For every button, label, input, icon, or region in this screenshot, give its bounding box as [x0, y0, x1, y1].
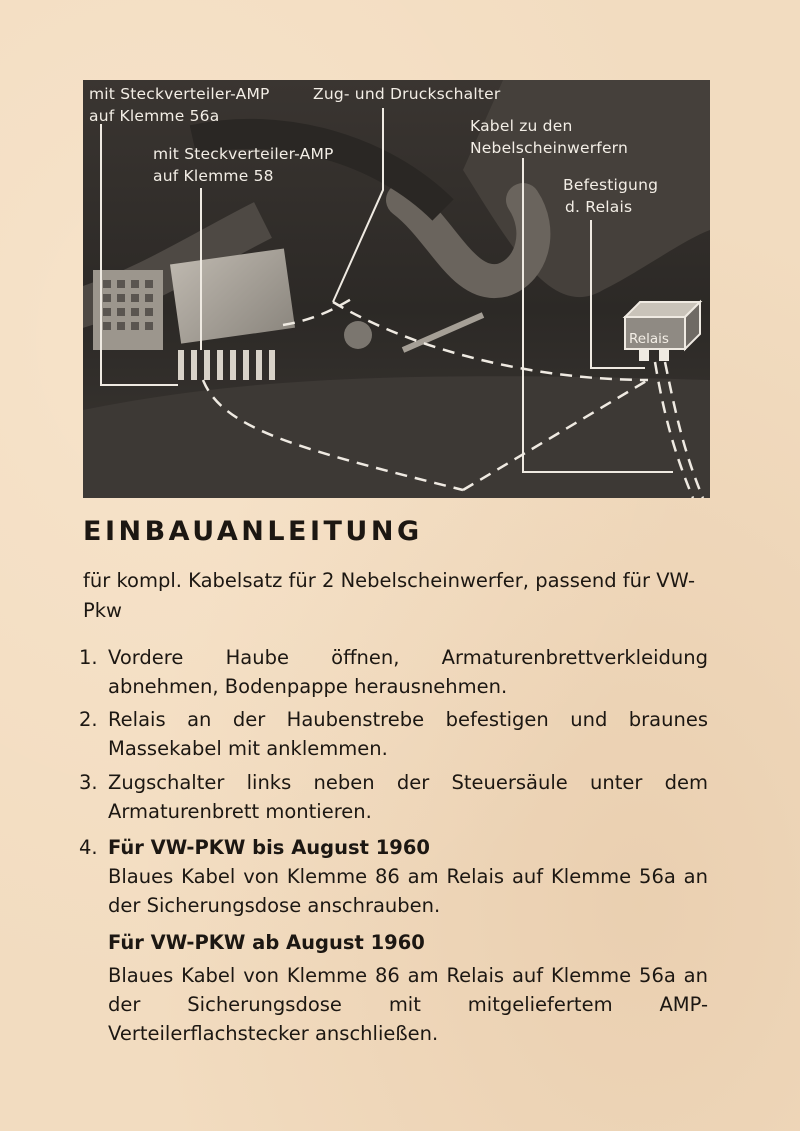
callout-steckverteiler-56a — [89, 83, 270, 127]
engine-bay-photo — [83, 80, 710, 498]
callout-line: mit Steckverteiler-AMP — [153, 145, 334, 163]
step-text — [108, 833, 708, 1048]
intro-text: für kompl. Kabelsatz für 2 Nebelscheinwerfer, passend für VW-Pkw — [83, 569, 696, 622]
step-number: 4. — [79, 836, 98, 859]
step-paragraph: Blaues Kabel von Klemme 86 am Relais auf Klemme 56a an der Sicherungsdose anschrauben. — [108, 865, 708, 917]
step-text: Zugschalter links neben der Steuersäule unter dem Armaturenbrett montieren. — [108, 771, 708, 823]
callout-line: auf Klemme 56a — [89, 107, 220, 125]
step-number: 1. — [79, 646, 98, 669]
step-text: Relais an der Haubenstrebe befestigen und braunes Massekabel mit anklemmen. — [108, 708, 708, 760]
callout-line: auf Klemme 58 — [153, 167, 274, 185]
step-number: 3. — [79, 771, 98, 794]
callout-befestigung — [563, 174, 658, 218]
callout-steckverteiler-58 — [153, 143, 334, 187]
callout-line: Zug- und Druckschalter — [313, 85, 501, 103]
callout-zug-druck — [313, 83, 500, 105]
callout-line: d. Relais — [565, 198, 633, 216]
page-title: EINBAUANLEITUNG — [83, 516, 423, 547]
step-number: 2. — [79, 708, 98, 731]
callout-kabel-nebel — [470, 115, 628, 159]
callout-line: Kabel zu den — [470, 117, 573, 135]
step-text: Vordere Haube öffnen, Armaturenbrettverkleidung abnehmen, Bodenpappe herausnehmen. — [108, 646, 708, 698]
callout-line: Nebelscheinwerfern — [470, 139, 629, 157]
callout-line: mit Steckverteiler-AMP — [89, 85, 270, 103]
callout-line: Befestigung — [563, 176, 659, 194]
relais-label: Relais — [629, 331, 669, 347]
step-subheading: Für VW-PKW ab August 1960 — [108, 931, 425, 954]
step-subheading: Für VW-PKW bis August 1960 — [108, 836, 430, 859]
step-paragraph: Blaues Kabel von Klemme 86 am Relais auf Klemme 56a an der Sicherungsdose mit mitgeliefertem AMP-Verteilerflachstecker anschließen. — [108, 964, 708, 1045]
